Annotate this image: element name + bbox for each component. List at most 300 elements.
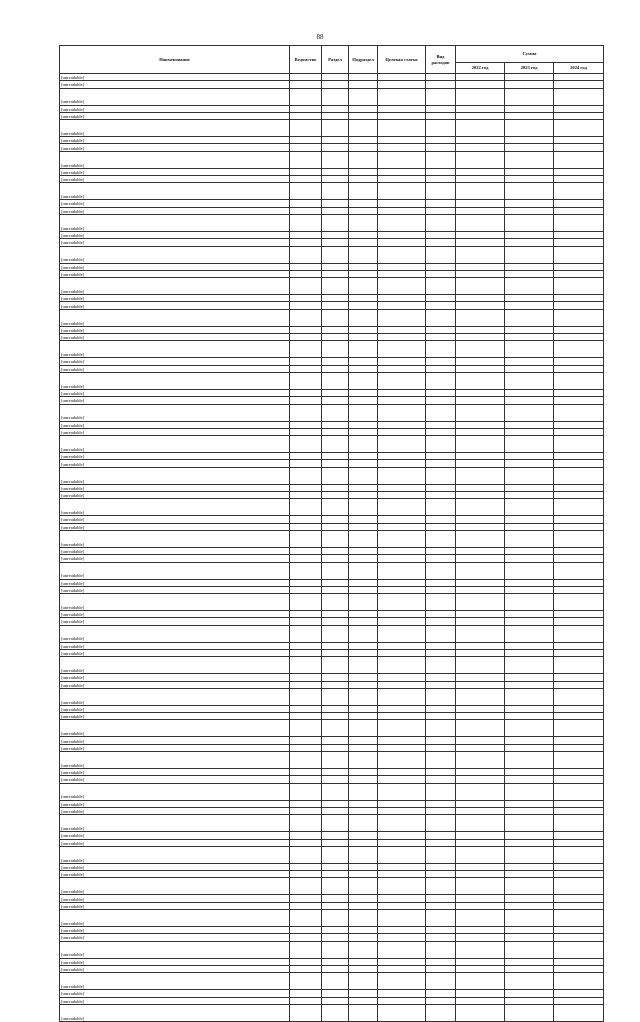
row-section [322, 499, 349, 516]
row-section [322, 246, 349, 263]
row-ministry [290, 657, 322, 674]
table-row [60, 214, 604, 231]
row-2023 [505, 214, 554, 231]
row-section [322, 688, 349, 705]
row-section [322, 334, 349, 341]
row-ministry [290, 404, 322, 421]
row-2023 [505, 800, 554, 807]
row-2024 [554, 112, 604, 119]
row-ministry [290, 769, 322, 776]
row-expense-type [426, 530, 456, 547]
row-2024 [554, 231, 604, 238]
row-subsection [349, 168, 378, 175]
row-2022 [456, 941, 505, 958]
row-2024 [554, 720, 604, 737]
row-subsection [349, 562, 378, 579]
row-name: [unreadable] [60, 137, 290, 144]
table-row [60, 618, 604, 625]
row-2024 [554, 815, 604, 832]
row-expense-type [426, 705, 456, 712]
row-2024 [554, 713, 604, 720]
table-row [60, 523, 604, 530]
row-2023 [505, 428, 554, 435]
row-2023 [505, 815, 554, 832]
row-2023 [505, 467, 554, 484]
row-target-item [378, 151, 426, 168]
row-ministry [290, 783, 322, 800]
row-2024 [554, 334, 604, 341]
row-expense-type [426, 105, 456, 112]
row-2022 [456, 74, 505, 81]
row-name: [unreadable] [60, 341, 290, 358]
row-2023 [505, 246, 554, 263]
row-section [322, 389, 349, 396]
row-subsection [349, 200, 378, 207]
row-subsection [349, 807, 378, 814]
table-row [60, 965, 604, 972]
row-target-item [378, 807, 426, 814]
row-ministry [290, 681, 322, 688]
row-expense-type [426, 941, 456, 958]
row-expense-type [426, 990, 456, 997]
row-section [322, 737, 349, 744]
row-2023 [505, 649, 554, 656]
table-row [60, 863, 604, 870]
table-row [60, 674, 604, 681]
row-2024 [554, 467, 604, 484]
row-target-item [378, 611, 426, 618]
row-subsection [349, 832, 378, 839]
row-2022 [456, 144, 505, 151]
row-2023 [505, 278, 554, 295]
table-row [60, 105, 604, 112]
row-section [322, 523, 349, 530]
row-name: [unreadable] [60, 326, 290, 333]
row-name: [unreadable] [60, 744, 290, 751]
row-section [322, 705, 349, 712]
row-2024 [554, 389, 604, 396]
row-ministry [290, 81, 322, 88]
row-2023 [505, 579, 554, 586]
row-subsection [349, 997, 378, 1004]
row-2022 [456, 428, 505, 435]
row-2023 [505, 499, 554, 516]
row-2022 [456, 112, 505, 119]
row-ministry [290, 309, 322, 326]
row-2023 [505, 720, 554, 737]
row-2022 [456, 973, 505, 990]
row-ministry [290, 586, 322, 593]
row-name: [unreadable] [60, 239, 290, 246]
row-section [322, 562, 349, 579]
row-name: [unreadable] [60, 144, 290, 151]
row-target-item [378, 927, 426, 934]
row-ministry [290, 231, 322, 238]
row-target-item [378, 973, 426, 990]
row-2024 [554, 611, 604, 618]
row-section [322, 428, 349, 435]
row-expense-type [426, 744, 456, 751]
row-subsection [349, 800, 378, 807]
row-name: [unreadable] [60, 214, 290, 231]
row-expense-type [426, 769, 456, 776]
row-name: [unreadable] [60, 705, 290, 712]
row-target-item [378, 878, 426, 895]
row-subsection [349, 372, 378, 389]
row-name: [unreadable] [60, 642, 290, 649]
row-target-item [378, 246, 426, 263]
row-2024 [554, 688, 604, 705]
row-2023 [505, 927, 554, 934]
row-target-item [378, 720, 426, 737]
row-section [322, 492, 349, 499]
row-2022 [456, 642, 505, 649]
table-row [60, 88, 604, 105]
row-2023 [505, 397, 554, 404]
row-subsection [349, 769, 378, 776]
row-2022 [456, 484, 505, 491]
row-section [322, 530, 349, 547]
row-2023 [505, 112, 554, 119]
row-expense-type [426, 516, 456, 523]
row-2022 [456, 674, 505, 681]
row-ministry [290, 105, 322, 112]
header-name: Наименование [60, 46, 290, 74]
row-2023 [505, 839, 554, 846]
row-2022 [456, 492, 505, 499]
row-target-item [378, 990, 426, 997]
row-subsection [349, 358, 378, 365]
row-name: [unreadable] [60, 523, 290, 530]
row-name: [unreadable] [60, 88, 290, 105]
row-name: [unreadable] [60, 674, 290, 681]
row-2022 [456, 365, 505, 372]
row-target-item [378, 902, 426, 909]
row-section [322, 516, 349, 523]
table-row [60, 499, 604, 516]
table-row [60, 144, 604, 151]
table-row [60, 737, 604, 744]
row-target-item [378, 421, 426, 428]
row-ministry [290, 436, 322, 453]
row-2022 [456, 839, 505, 846]
row-2024 [554, 990, 604, 997]
row-target-item [378, 105, 426, 112]
row-target-item [378, 815, 426, 832]
table-row [60, 183, 604, 200]
row-section [322, 404, 349, 421]
table-row [60, 769, 604, 776]
table-row [60, 358, 604, 365]
row-2023 [505, 460, 554, 467]
row-section [322, 863, 349, 870]
row-name: [unreadable] [60, 309, 290, 326]
row-ministry [290, 927, 322, 934]
row-2024 [554, 958, 604, 965]
row-section [322, 997, 349, 1004]
row-ministry [290, 302, 322, 309]
table-row [60, 239, 604, 246]
row-section [322, 713, 349, 720]
row-2024 [554, 183, 604, 200]
row-2024 [554, 214, 604, 231]
row-section [322, 326, 349, 333]
row-2023 [505, 144, 554, 151]
row-name: [unreadable] [60, 958, 290, 965]
table-row [60, 295, 604, 302]
row-subsection [349, 579, 378, 586]
row-name: [unreadable] [60, 752, 290, 769]
row-2022 [456, 372, 505, 389]
row-target-item [378, 270, 426, 277]
row-2022 [456, 878, 505, 895]
header-expense-type: Вид расходов [426, 46, 456, 74]
row-2022 [456, 902, 505, 909]
row-subsection [349, 815, 378, 832]
row-expense-type [426, 404, 456, 421]
row-target-item [378, 910, 426, 927]
row-target-item [378, 657, 426, 674]
row-2024 [554, 176, 604, 183]
row-target-item [378, 341, 426, 358]
row-section [322, 309, 349, 326]
row-2024 [554, 618, 604, 625]
row-2023 [505, 846, 554, 863]
row-name: [unreadable] [60, 927, 290, 934]
row-2024 [554, 105, 604, 112]
table-row [60, 270, 604, 277]
row-name: [unreadable] [60, 421, 290, 428]
row-2024 [554, 436, 604, 453]
row-subsection [349, 231, 378, 238]
row-section [322, 895, 349, 902]
row-expense-type [426, 927, 456, 934]
row-2023 [505, 769, 554, 776]
row-target-item [378, 649, 426, 656]
row-subsection [349, 397, 378, 404]
row-name: [unreadable] [60, 878, 290, 895]
row-section [322, 168, 349, 175]
table-row [60, 365, 604, 372]
row-2023 [505, 168, 554, 175]
row-expense-type [426, 523, 456, 530]
row-section [322, 649, 349, 656]
row-name: [unreadable] [60, 428, 290, 435]
row-2024 [554, 973, 604, 990]
row-2023 [505, 713, 554, 720]
row-expense-type [426, 807, 456, 814]
row-section [322, 815, 349, 832]
row-ministry [290, 389, 322, 396]
row-2023 [505, 674, 554, 681]
row-2023 [505, 934, 554, 941]
row-subsection [349, 389, 378, 396]
table-row [60, 168, 604, 175]
row-expense-type [426, 151, 456, 168]
row-target-item [378, 460, 426, 467]
row-ministry [290, 467, 322, 484]
row-subsection [349, 674, 378, 681]
row-expense-type [426, 81, 456, 88]
row-2023 [505, 239, 554, 246]
row-target-item [378, 372, 426, 389]
row-2024 [554, 523, 604, 530]
row-2023 [505, 309, 554, 326]
row-name: [unreadable] [60, 358, 290, 365]
row-expense-type [426, 389, 456, 396]
row-section [322, 183, 349, 200]
row-subsection [349, 625, 378, 642]
row-2023 [505, 326, 554, 333]
table-row [60, 807, 604, 814]
row-expense-type [426, 120, 456, 137]
row-name: [unreadable] [60, 81, 290, 88]
row-section [322, 365, 349, 372]
table-row [60, 492, 604, 499]
row-target-item [378, 965, 426, 972]
row-target-item [378, 81, 426, 88]
row-2023 [505, 231, 554, 238]
row-ministry [290, 990, 322, 997]
row-2024 [554, 681, 604, 688]
row-2022 [456, 958, 505, 965]
row-expense-type [426, 492, 456, 499]
row-2023 [505, 863, 554, 870]
row-2024 [554, 783, 604, 800]
row-name: [unreadable] [60, 151, 290, 168]
row-section [322, 555, 349, 562]
row-2022 [456, 832, 505, 839]
row-2023 [505, 183, 554, 200]
row-2022 [456, 688, 505, 705]
row-ministry [290, 776, 322, 783]
row-subsection [349, 278, 378, 295]
row-2022 [456, 358, 505, 365]
row-name: [unreadable] [60, 200, 290, 207]
row-section [322, 958, 349, 965]
row-name: [unreadable] [60, 516, 290, 523]
row-name: [unreadable] [60, 530, 290, 547]
row-2023 [505, 688, 554, 705]
table-row [60, 453, 604, 460]
row-2024 [554, 562, 604, 579]
row-ministry [290, 499, 322, 516]
row-subsection [349, 120, 378, 137]
row-name: [unreadable] [60, 365, 290, 372]
row-expense-type [426, 611, 456, 618]
table-row [60, 997, 604, 1004]
row-section [322, 372, 349, 389]
row-expense-type [426, 562, 456, 579]
row-subsection [349, 776, 378, 783]
row-2023 [505, 74, 554, 81]
row-2022 [456, 965, 505, 972]
row-2024 [554, 151, 604, 168]
row-ministry [290, 74, 322, 81]
row-name: [unreadable] [60, 562, 290, 579]
row-subsection [349, 309, 378, 326]
row-2022 [456, 88, 505, 105]
row-section [322, 453, 349, 460]
row-2023 [505, 81, 554, 88]
row-target-item [378, 88, 426, 105]
row-target-item [378, 499, 426, 516]
row-expense-type [426, 752, 456, 769]
row-target-item [378, 453, 426, 460]
row-target-item [378, 871, 426, 878]
row-2022 [456, 263, 505, 270]
row-name: [unreadable] [60, 453, 290, 460]
row-2023 [505, 611, 554, 618]
row-target-item [378, 783, 426, 800]
page-number: 88 [316, 33, 324, 41]
row-subsection [349, 594, 378, 611]
row-subsection [349, 902, 378, 909]
row-subsection [349, 239, 378, 246]
row-2022 [456, 270, 505, 277]
row-section [322, 769, 349, 776]
row-target-item [378, 389, 426, 396]
table-row [60, 720, 604, 737]
row-2022 [456, 934, 505, 941]
header-target-item: Целевая статья [378, 46, 426, 74]
table-row [60, 112, 604, 119]
row-name: [unreadable] [60, 941, 290, 958]
row-2024 [554, 239, 604, 246]
row-2022 [456, 1004, 505, 1021]
row-2024 [554, 878, 604, 895]
row-expense-type [426, 871, 456, 878]
table-row [60, 649, 604, 656]
row-subsection [349, 270, 378, 277]
row-name: [unreadable] [60, 231, 290, 238]
row-2022 [456, 776, 505, 783]
row-section [322, 965, 349, 972]
row-ministry [290, 895, 322, 902]
table-row [60, 744, 604, 751]
table-row [60, 176, 604, 183]
row-section [322, 74, 349, 81]
row-expense-type [426, 642, 456, 649]
row-2023 [505, 302, 554, 309]
row-section [322, 832, 349, 839]
row-section [322, 927, 349, 934]
row-expense-type [426, 365, 456, 372]
row-2024 [554, 800, 604, 807]
row-2022 [456, 200, 505, 207]
row-2024 [554, 341, 604, 358]
header-sum: Сумма [456, 46, 604, 63]
row-subsection [349, 586, 378, 593]
row-subsection [349, 183, 378, 200]
row-expense-type [426, 239, 456, 246]
row-2023 [505, 389, 554, 396]
row-name: [unreadable] [60, 547, 290, 554]
row-target-item [378, 737, 426, 744]
row-2022 [456, 555, 505, 562]
row-section [322, 151, 349, 168]
row-2022 [456, 594, 505, 611]
row-name: [unreadable] [60, 183, 290, 200]
row-2023 [505, 523, 554, 530]
row-section [322, 1004, 349, 1021]
row-expense-type [426, 326, 456, 333]
row-2024 [554, 81, 604, 88]
row-2022 [456, 611, 505, 618]
table-row [60, 927, 604, 934]
row-2024 [554, 871, 604, 878]
row-section [322, 460, 349, 467]
